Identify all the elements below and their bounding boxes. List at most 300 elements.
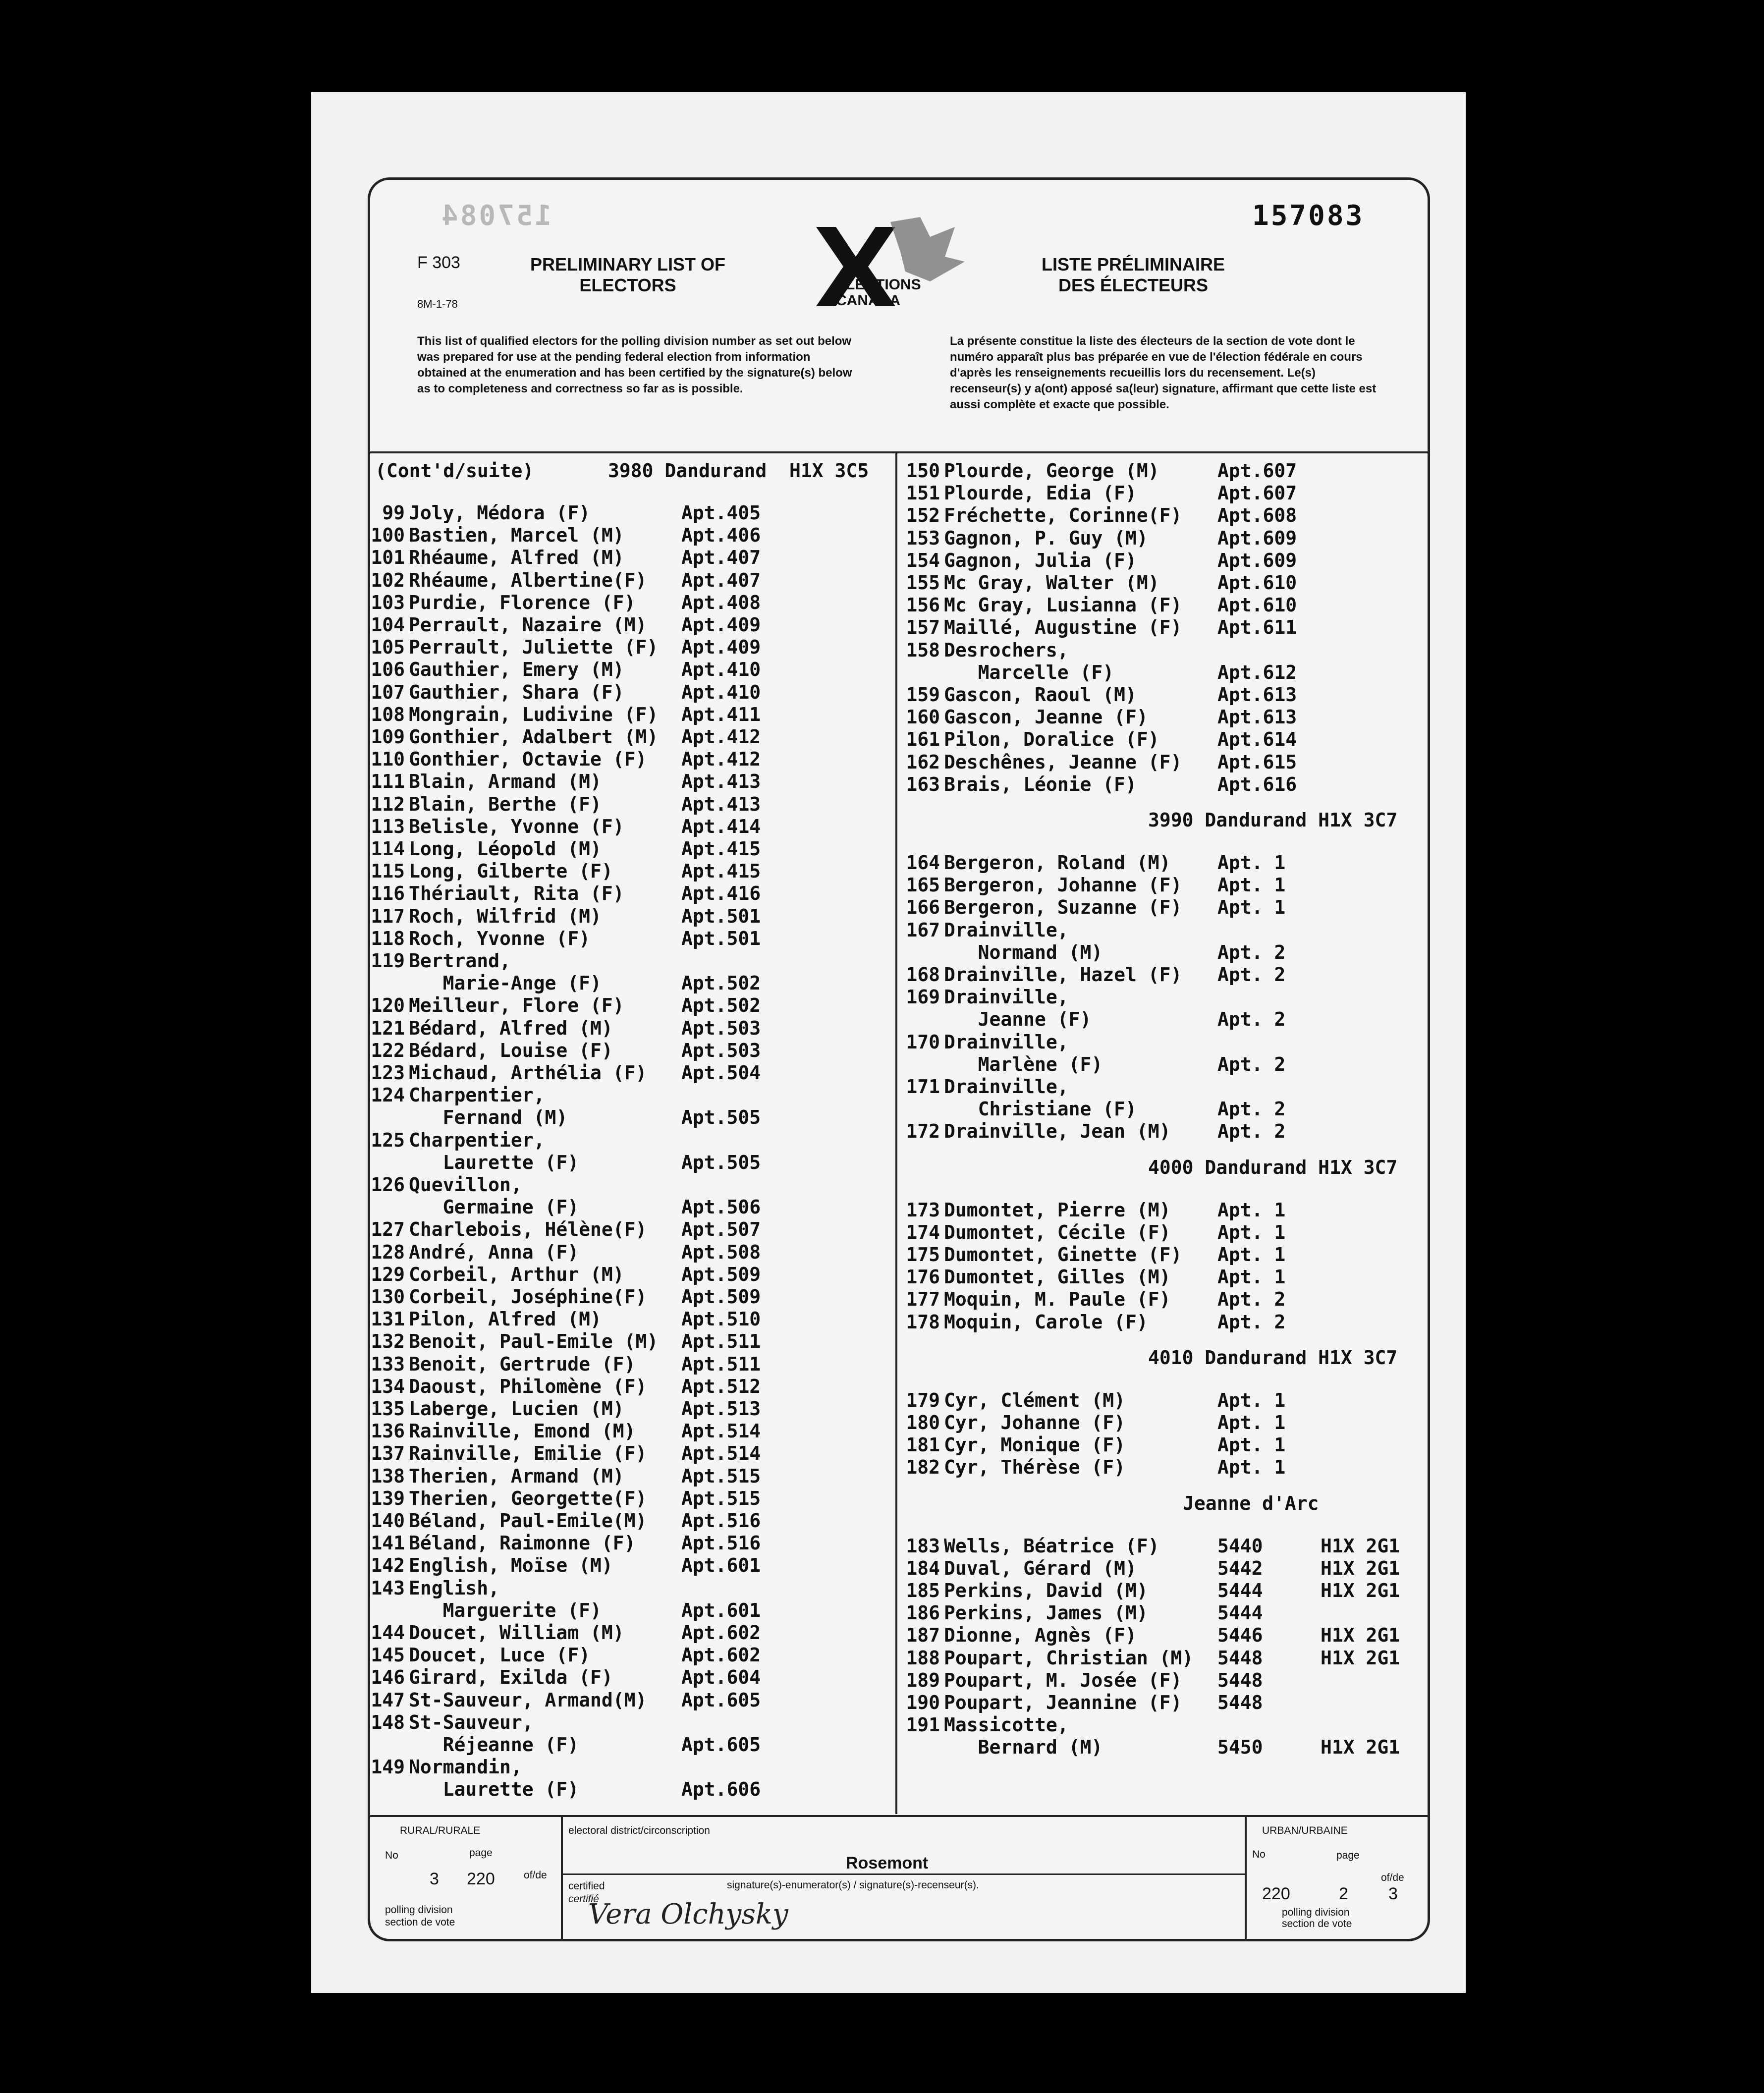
elector-name: Plourde, Edia (F)	[944, 482, 1137, 504]
urban-no-label: No	[1252, 1849, 1266, 1860]
elector-apartment: Apt.407	[681, 547, 761, 569]
elector-apartment: Apt.607	[1217, 482, 1297, 504]
elector-apartment: Apt.602	[681, 1644, 761, 1666]
elector-apartment: Apt. 1	[1217, 1221, 1286, 1243]
elector-number: 181	[906, 1434, 940, 1456]
elector-apartment: Apt.609	[1217, 549, 1297, 571]
rural-page-value: 3	[430, 1870, 439, 1888]
elector-number: 146	[371, 1666, 405, 1689]
elector-name: Béland, Raimonne (F)	[409, 1532, 636, 1554]
elector-apartment: Apt. 2	[1217, 1008, 1286, 1031]
elector-number: 185	[906, 1580, 940, 1601]
elector-name: Michaud, Arthélia (F)	[409, 1062, 647, 1084]
elector-name: Marlène (F)	[944, 1053, 1103, 1075]
elector-apartment: Apt. 2	[1217, 1098, 1286, 1120]
elector-name: Marguerite (F)	[409, 1599, 602, 1621]
elector-row	[895, 616, 1182, 639]
elector-row	[895, 1288, 1171, 1311]
elector-apartment: Apt.615	[1217, 751, 1297, 773]
elector-row	[360, 614, 647, 636]
elector-name: Perrault, Juliette (F)	[409, 636, 659, 659]
logo-text-line2: CANADA	[836, 292, 900, 309]
elector-row	[360, 972, 602, 994]
elector-apartment: 5448	[1217, 1647, 1263, 1669]
elector-row	[895, 639, 1069, 661]
elector-row	[895, 1199, 1171, 1221]
elector-row	[360, 1241, 579, 1264]
elector-apartment: Apt.511	[681, 1330, 761, 1353]
elector-row	[360, 1017, 613, 1040]
elector-apartment: Apt. 2	[1217, 941, 1286, 963]
elector-name: St-Sauveur,	[409, 1711, 534, 1733]
elector-row	[895, 1221, 1171, 1244]
elector-row	[360, 1510, 647, 1532]
elector-apartment: Apt.503	[681, 1017, 761, 1039]
elector-row	[895, 661, 1114, 684]
elector-row	[360, 838, 602, 860]
elector-name: Charlebois, Hélène(F)	[409, 1218, 647, 1241]
elector-apartment: 5444	[1217, 1580, 1263, 1601]
elector-name: Dumontet, Cécile (F)	[944, 1221, 1171, 1243]
elector-name: Béland, Paul-Emile(M)	[409, 1510, 647, 1532]
elector-number: 158	[906, 639, 940, 661]
elector-row	[360, 547, 624, 569]
elector-apartment: Apt.502	[681, 994, 761, 1017]
street-address-header: 3990 Dandurand H1X 3C7	[1148, 809, 1398, 831]
footer-right-divider	[1245, 1815, 1247, 1939]
elector-number: 138	[371, 1465, 405, 1487]
elector-name: Cyr, Monique (F)	[944, 1434, 1126, 1456]
elector-apartment: 5448	[1217, 1692, 1263, 1713]
elector-apartment: Apt.412	[681, 748, 761, 771]
elector-name: Drainville,	[944, 986, 1069, 1008]
elector-apartment: Apt.415	[681, 838, 761, 860]
elector-number: 111	[371, 771, 405, 793]
elector-number: 152	[906, 504, 940, 527]
elector-name: Perkins, James (M)	[944, 1602, 1148, 1624]
elector-apartment: Apt.409	[681, 636, 761, 659]
urban-label: URBAN/URBAINE	[1262, 1825, 1348, 1836]
elector-apartment: Apt.416	[681, 882, 761, 905]
elector-name: Long, Gilberte (F)	[409, 860, 613, 882]
elector-row	[895, 1244, 1182, 1266]
elector-number: 179	[906, 1389, 940, 1411]
elector-number: 140	[371, 1510, 405, 1532]
elector-number: 144	[371, 1622, 405, 1644]
elector-number: 164	[906, 852, 940, 874]
elector-apartment: Apt.505	[681, 1151, 761, 1173]
elector-apartment: Apt.607	[1217, 460, 1297, 482]
elector-name: Moquin, Carole (F)	[944, 1311, 1148, 1333]
elector-name: Joly, Médora (F)	[409, 502, 591, 524]
elector-row	[360, 860, 613, 882]
elector-number: 188	[906, 1647, 940, 1669]
elector-number: 101	[371, 547, 405, 569]
elector-name: Gascon, Jeanne (F)	[944, 706, 1148, 728]
elector-row	[895, 1053, 1102, 1076]
intro-french: La présente constitue la liste des électeurs de la section de vote dont le numéro apparaît plus bas préparée en vue de l'élection fédérale en cours d'après les renseignements recueillis lors du recensement. Le(s) recenseur(s) y a(ont) apposé sa(leur) signature, affirmant que cette liste est aussi complète et exacte que possible.	[950, 334, 1377, 411]
elector-number: 162	[906, 751, 940, 773]
elector-number: 127	[371, 1218, 405, 1241]
elector-row	[360, 748, 647, 771]
elector-name: Moquin, M. Paule (F)	[944, 1288, 1171, 1311]
elector-row	[895, 852, 1171, 874]
elector-apartment: Apt.514	[681, 1420, 761, 1442]
left-address: 3980 Dandurand H1X 3C5	[608, 460, 869, 482]
elector-apartment: Apt.512	[681, 1375, 761, 1397]
elector-apartment: Apt. 1	[1217, 1244, 1286, 1266]
elector-name: Fréchette, Corinne(F)	[944, 504, 1182, 527]
elector-name: Marie-Ange (F)	[409, 972, 602, 994]
elector-name: St-Sauveur, Armand(M)	[409, 1689, 647, 1711]
elector-row	[360, 1218, 647, 1241]
elector-apartment: Apt.609	[1217, 527, 1297, 549]
elector-name: Brais, Léonie (F)	[944, 773, 1137, 795]
elector-row	[895, 706, 1148, 728]
elector-row	[360, 659, 624, 681]
elector-number: 119	[371, 950, 405, 972]
serial-number: 157083	[1252, 200, 1365, 232]
elector-number: 120	[371, 994, 405, 1017]
elector-name: Perkins, David (M)	[944, 1580, 1148, 1601]
elector-apartment: Apt.605	[681, 1689, 761, 1711]
elector-row	[895, 1266, 1171, 1288]
urban-page-label: page	[1336, 1850, 1360, 1861]
elector-row	[360, 1644, 590, 1666]
elector-number: 160	[906, 706, 940, 728]
elector-apartment: Apt.509	[681, 1263, 761, 1285]
elector-number: 147	[371, 1689, 405, 1711]
elector-row	[360, 882, 624, 905]
elector-row	[895, 1412, 1125, 1434]
elector-name: Blain, Berthe (F)	[409, 793, 602, 815]
elector-name: Therien, Georgette(F)	[409, 1487, 647, 1509]
elector-row	[895, 1434, 1125, 1456]
elector-apartment: Apt. 1	[1217, 1434, 1286, 1456]
elector-row	[360, 1330, 658, 1353]
electoral-form	[368, 177, 1430, 1941]
elector-apartment: Apt.405	[681, 502, 761, 524]
elector-row	[360, 1376, 647, 1398]
elector-row	[895, 482, 1137, 504]
elector-row	[360, 1442, 647, 1465]
elector-number: 113	[371, 815, 405, 837]
elector-row	[360, 928, 590, 950]
elector-name: Pilon, Alfred (M)	[409, 1308, 602, 1330]
elector-apartment: Apt.504	[681, 1062, 761, 1084]
elector-row	[895, 1624, 1137, 1647]
elector-row	[895, 550, 1137, 572]
elector-number: 180	[906, 1412, 940, 1433]
elector-row	[895, 1647, 1193, 1669]
elector-row	[360, 793, 602, 816]
elector-apartment: Apt. 1	[1217, 896, 1286, 919]
elector-name: Therien, Armand (M)	[409, 1465, 624, 1487]
elector-apartment: Apt.616	[1217, 773, 1297, 795]
elector-number: 125	[371, 1129, 405, 1151]
elector-number: 172	[906, 1120, 940, 1143]
elector-number: 116	[371, 882, 405, 905]
elector-row	[895, 1602, 1148, 1624]
elector-row	[895, 1076, 1069, 1098]
elector-name: Girard, Exilda (F)	[409, 1666, 613, 1689]
elector-name: Drainville, Hazel (F)	[944, 964, 1182, 986]
elector-apartment: 5440	[1217, 1535, 1263, 1557]
elector-number: 168	[906, 964, 940, 986]
elector-name: Gauthier, Shara (F)	[409, 681, 624, 703]
elector-row	[360, 1734, 579, 1756]
elector-name: Roch, Yvonne (F)	[409, 927, 591, 949]
elector-name: Belisle, Yvonne (F)	[409, 815, 624, 837]
elector-number: 149	[371, 1756, 405, 1778]
elector-number: 133	[371, 1353, 405, 1375]
elector-row	[895, 1098, 1137, 1120]
elector-apartment: Apt.406	[681, 524, 761, 547]
elector-name: Wells, Béatrice (F)	[944, 1535, 1159, 1557]
elector-apartment: Apt.410	[681, 681, 761, 703]
certified-label: certified	[568, 1880, 605, 1892]
form-date: 8M-1-78	[417, 298, 458, 310]
elector-postal-code: H1X 2G1	[1321, 1557, 1400, 1579]
elector-row	[895, 751, 1182, 773]
elector-row	[360, 569, 647, 592]
elector-name: André, Anna (F)	[409, 1241, 579, 1263]
elector-row	[895, 1535, 1159, 1557]
elector-number: 130	[371, 1286, 405, 1308]
elector-name: English, Moïse (M)	[409, 1554, 613, 1577]
elector-name: Fernand (M)	[409, 1106, 568, 1129]
elector-name: Laurette (F)	[409, 1778, 579, 1801]
elector-name: Charpentier,	[409, 1129, 545, 1151]
elector-number: 105	[371, 636, 405, 659]
elector-row	[895, 594, 1182, 616]
elector-name: Roch, Wilfrid (M)	[409, 905, 602, 927]
elector-row	[360, 1465, 624, 1487]
elector-apartment: Apt.514	[681, 1442, 761, 1465]
elector-apartment: Apt.501	[681, 905, 761, 927]
elector-name: Gagnon, P. Guy (M)	[944, 527, 1148, 549]
rural-no-label: No	[385, 1850, 398, 1861]
elector-number: 99	[382, 502, 405, 524]
elector-number: 169	[906, 986, 940, 1008]
elector-name: Corbeil, Joséphine(F)	[409, 1286, 647, 1308]
elector-name: Réjeanne (F)	[409, 1734, 579, 1756]
elector-apartment: Apt.502	[681, 972, 761, 994]
elector-number: 183	[906, 1535, 940, 1557]
elector-name: Duval, Gérard (M)	[944, 1557, 1137, 1579]
elector-row	[895, 1120, 1171, 1143]
district-underline	[561, 1873, 1245, 1875]
continued-label: (Cont'd/suite)	[375, 460, 534, 482]
elector-row	[360, 816, 624, 838]
elector-number: 131	[371, 1308, 405, 1330]
elector-name: Gonthier, Octavie (F)	[409, 748, 647, 771]
elector-name: Pilon, Doralice (F)	[944, 728, 1159, 751]
elector-row	[360, 1129, 545, 1152]
title-english: PRELIMINARY LIST OF ELECTORS	[530, 254, 725, 295]
elector-name: Laberge, Lucien (M)	[409, 1398, 624, 1420]
header-divider	[370, 451, 1428, 453]
elector-apartment: Apt. 2	[1217, 964, 1286, 986]
elector-row	[895, 527, 1148, 550]
elector-number: 171	[906, 1076, 940, 1098]
polling-label-fr-left: section de vote	[385, 1917, 455, 1928]
elector-apartment: Apt. 1	[1217, 1199, 1286, 1221]
elector-row	[360, 1577, 499, 1599]
elector-name: Mongrain, Ludivine (F)	[409, 703, 659, 725]
elector-apartment: Apt.407	[681, 569, 761, 591]
elector-apartment: Apt. 1	[1217, 874, 1286, 896]
elector-row	[895, 919, 1069, 941]
elector-name: Rhéaume, Alfred (M)	[409, 547, 624, 569]
elector-name: Gauthier, Emery (M)	[409, 659, 624, 681]
elector-row	[360, 1264, 624, 1286]
elector-number: 173	[906, 1199, 940, 1221]
elector-number: 126	[371, 1174, 405, 1196]
elector-name: Germaine (F)	[409, 1196, 579, 1218]
elector-name: Dumontet, Gilles (M)	[944, 1266, 1171, 1288]
elector-number: 107	[371, 681, 405, 703]
elector-number: 135	[371, 1398, 405, 1420]
elector-row	[895, 1389, 1125, 1412]
elector-row	[895, 460, 1159, 482]
elector-name: Normandin,	[409, 1756, 522, 1778]
elector-apartment: Apt.509	[681, 1286, 761, 1308]
elector-row	[360, 1666, 613, 1689]
elector-number: 122	[371, 1039, 405, 1061]
elector-postal-code: H1X 2G1	[1321, 1736, 1400, 1759]
footer-divider	[370, 1815, 1428, 1817]
elector-apartment: Apt.413	[681, 771, 761, 793]
elector-number: 136	[371, 1420, 405, 1442]
rural-no-value: 220	[467, 1870, 495, 1888]
elector-postal-code: H1X 2G1	[1321, 1535, 1400, 1557]
elector-number: 187	[906, 1624, 940, 1647]
elector-number: 190	[906, 1692, 940, 1713]
elector-number: 123	[371, 1062, 405, 1084]
elector-apartment: Apt. 2	[1217, 1120, 1286, 1143]
elector-name: Doucet, William (M)	[409, 1622, 624, 1644]
elector-number: 100	[371, 524, 405, 547]
elector-row	[895, 874, 1182, 896]
elector-row	[895, 572, 1159, 594]
elector-name: Poupart, M. Josée (F)	[944, 1669, 1182, 1691]
elector-name: Normand (M)	[944, 941, 1103, 963]
elector-apartment: Apt.610	[1217, 572, 1297, 594]
elector-apartment: Apt. 1	[1217, 1266, 1286, 1288]
elector-row	[360, 1599, 602, 1622]
logo-text-line1: ÉLECTIONS	[836, 276, 921, 293]
elector-name: Desrochers,	[944, 639, 1069, 661]
elector-name: Meilleur, Flore (F)	[409, 994, 624, 1017]
elector-number: 170	[906, 1031, 940, 1053]
elector-apartment: Apt.613	[1217, 684, 1297, 706]
elector-name: Gascon, Raoul (M)	[944, 684, 1137, 706]
elector-name: Gonthier, Adalbert (M)	[409, 726, 659, 748]
urban-no-value: 220	[1262, 1884, 1290, 1903]
elector-row	[360, 502, 590, 524]
urban-of-label: of/de	[1381, 1872, 1404, 1883]
elector-number: 104	[371, 614, 405, 636]
elector-row	[360, 524, 624, 547]
elector-number: 142	[371, 1554, 405, 1577]
elector-number: 150	[906, 460, 940, 482]
elector-number: 161	[906, 728, 940, 751]
footer-left-divider	[561, 1815, 563, 1939]
elector-number: 186	[906, 1602, 940, 1624]
elector-name: Bédard, Alfred (M)	[409, 1017, 613, 1039]
serial-number-ghost: 157084	[440, 200, 552, 232]
elector-number: 191	[906, 1714, 940, 1736]
elector-number: 175	[906, 1244, 940, 1266]
elector-apartment: Apt.602	[681, 1622, 761, 1644]
elector-apartment: Apt.516	[681, 1532, 761, 1554]
elector-name: Dionne, Agnès (F)	[944, 1624, 1137, 1647]
elector-name: Rhéaume, Albertine(F)	[409, 569, 647, 591]
elector-number: 117	[371, 905, 405, 927]
elector-number: 182	[906, 1456, 940, 1479]
elector-row	[895, 1311, 1148, 1333]
district-name: Rosemont	[846, 1854, 929, 1873]
elector-apartment: 5444	[1217, 1602, 1263, 1624]
elector-number: 166	[906, 896, 940, 919]
elector-name: Bastien, Marcel (M)	[409, 524, 624, 547]
elector-number: 145	[371, 1644, 405, 1666]
elector-row	[360, 1353, 636, 1376]
elector-number: 163	[906, 773, 940, 795]
elector-number: 159	[906, 684, 940, 706]
elector-number: 137	[371, 1442, 405, 1465]
elector-number: 148	[371, 1711, 405, 1733]
elector-name: Massicotte,	[944, 1714, 1069, 1736]
rural-label: RURAL/RURALE	[400, 1825, 481, 1836]
elector-name: Poupart, Jeannine (F)	[944, 1692, 1182, 1713]
elector-apartment: Apt.606	[681, 1778, 761, 1801]
elector-row	[360, 726, 658, 748]
urban-page-value: 2	[1339, 1884, 1348, 1903]
elector-apartment: Apt.413	[681, 793, 761, 815]
elector-name: Mc Gray, Lusianna (F)	[944, 594, 1182, 616]
elector-number: 176	[906, 1266, 940, 1288]
elector-row	[895, 1714, 1069, 1736]
elector-number: 165	[906, 874, 940, 896]
elector-name: Bergeron, Roland (M)	[944, 852, 1171, 874]
elector-apartment: Apt.508	[681, 1241, 761, 1263]
elector-name: Laurette (F)	[409, 1151, 579, 1173]
elector-name: Thériault, Rita (F)	[409, 882, 624, 905]
elector-apartment: 5450	[1217, 1736, 1263, 1759]
elector-name: Cyr, Thérèse (F)	[944, 1456, 1126, 1479]
elector-number: 139	[371, 1487, 405, 1509]
elector-apartment: Apt.610	[1217, 594, 1297, 616]
elector-apartment: Apt.507	[681, 1218, 761, 1241]
elector-apartment: Apt.408	[681, 591, 761, 613]
elector-name: Cyr, Johanne (F)	[944, 1412, 1126, 1433]
elector-row	[360, 1711, 534, 1734]
elector-apartment: Apt.410	[681, 659, 761, 681]
enumerator-signature: Vera Olchysky	[588, 1898, 788, 1930]
elector-row	[360, 1040, 613, 1062]
elector-number: 155	[906, 572, 940, 594]
elector-number: 106	[371, 659, 405, 681]
elector-apartment: 5446	[1217, 1624, 1263, 1647]
elector-name: Marcelle (F)	[944, 661, 1114, 683]
elector-row	[360, 1106, 567, 1129]
elector-apartment: Apt. 1	[1217, 852, 1286, 874]
elector-name: Drainville,	[944, 919, 1069, 941]
elector-apartment: Apt.516	[681, 1510, 761, 1532]
elector-name: Charpentier,	[409, 1084, 545, 1106]
